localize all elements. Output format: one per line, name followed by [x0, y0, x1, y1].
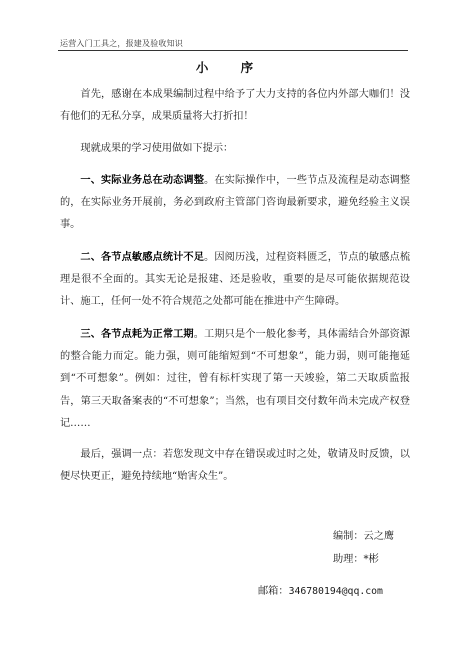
assistant-credit: 助理：*彬 [333, 554, 379, 565]
paragraph-instructions: 现就成果的学习使用做如下提示： [80, 142, 234, 154]
paragraph-closing: 最后，强调一点：若您发现文中存在错误或过时之处，敬请及时反馈，以便尽快更正，避免持续地“贻害众生”。 [60, 449, 410, 483]
paragraph-tip-2 [60, 246, 410, 314]
tip-3-body: 。工期只是个一般化参考，具体需结合外部资源的整合能力而定。能力强，则可能缩短到“不可想象”，能力弱，则可能拖延到“不可想象”。例如：过往，曾有标杆实现了第一天竣验，第二天取质监报告，第三天取备案表的“不可想象”；当然，也有项目交付数年尚未完成产权登记…… [60, 328, 410, 429]
tip-2-body: 。因阅历浅，过程资料匮乏，节点的敏感点梳理是很不全面的。其实无论是报建、还是验收，重要的是尽可能依据规范设计、施工，任何一处不符合规范之处都可能在推进中产生障碍。 [60, 251, 411, 308]
tip-3-heading: 三、各节点耗为正常工期 [80, 327, 194, 340]
paragraph-tip-3 [60, 323, 410, 435]
tip-2-heading: 二、各节点敏感点统计不足 [80, 250, 205, 263]
paragraph-thanks: 首先，感谢在本成果编制过程中给予了大力支持的各位内外部大咖们！没有他们的无私分享，成果质量将大打折扣！ [60, 89, 410, 123]
editor-credit: 编制：云之鹰 [333, 531, 395, 542]
header-divider [58, 50, 408, 51]
tip-1-body: 。在实际操作中，一些节点及流程是动态调整的，在实际业务开展前，务必到政府主管部门咨询最新要求，避免经验主义误事。 [60, 174, 411, 231]
document-body [60, 84, 410, 489]
tip-1-heading: 一、实际业务总在动态调整 [80, 173, 205, 186]
paragraph-tip-1 [60, 169, 410, 237]
email-label: 邮箱： [258, 586, 289, 597]
email-address: 346780194@qq.com [288, 586, 383, 597]
page-title: 小 序 [195, 60, 268, 75]
email-line [258, 585, 383, 599]
running-header: 运营入门工具之，报建及验收知识 [60, 39, 183, 48]
